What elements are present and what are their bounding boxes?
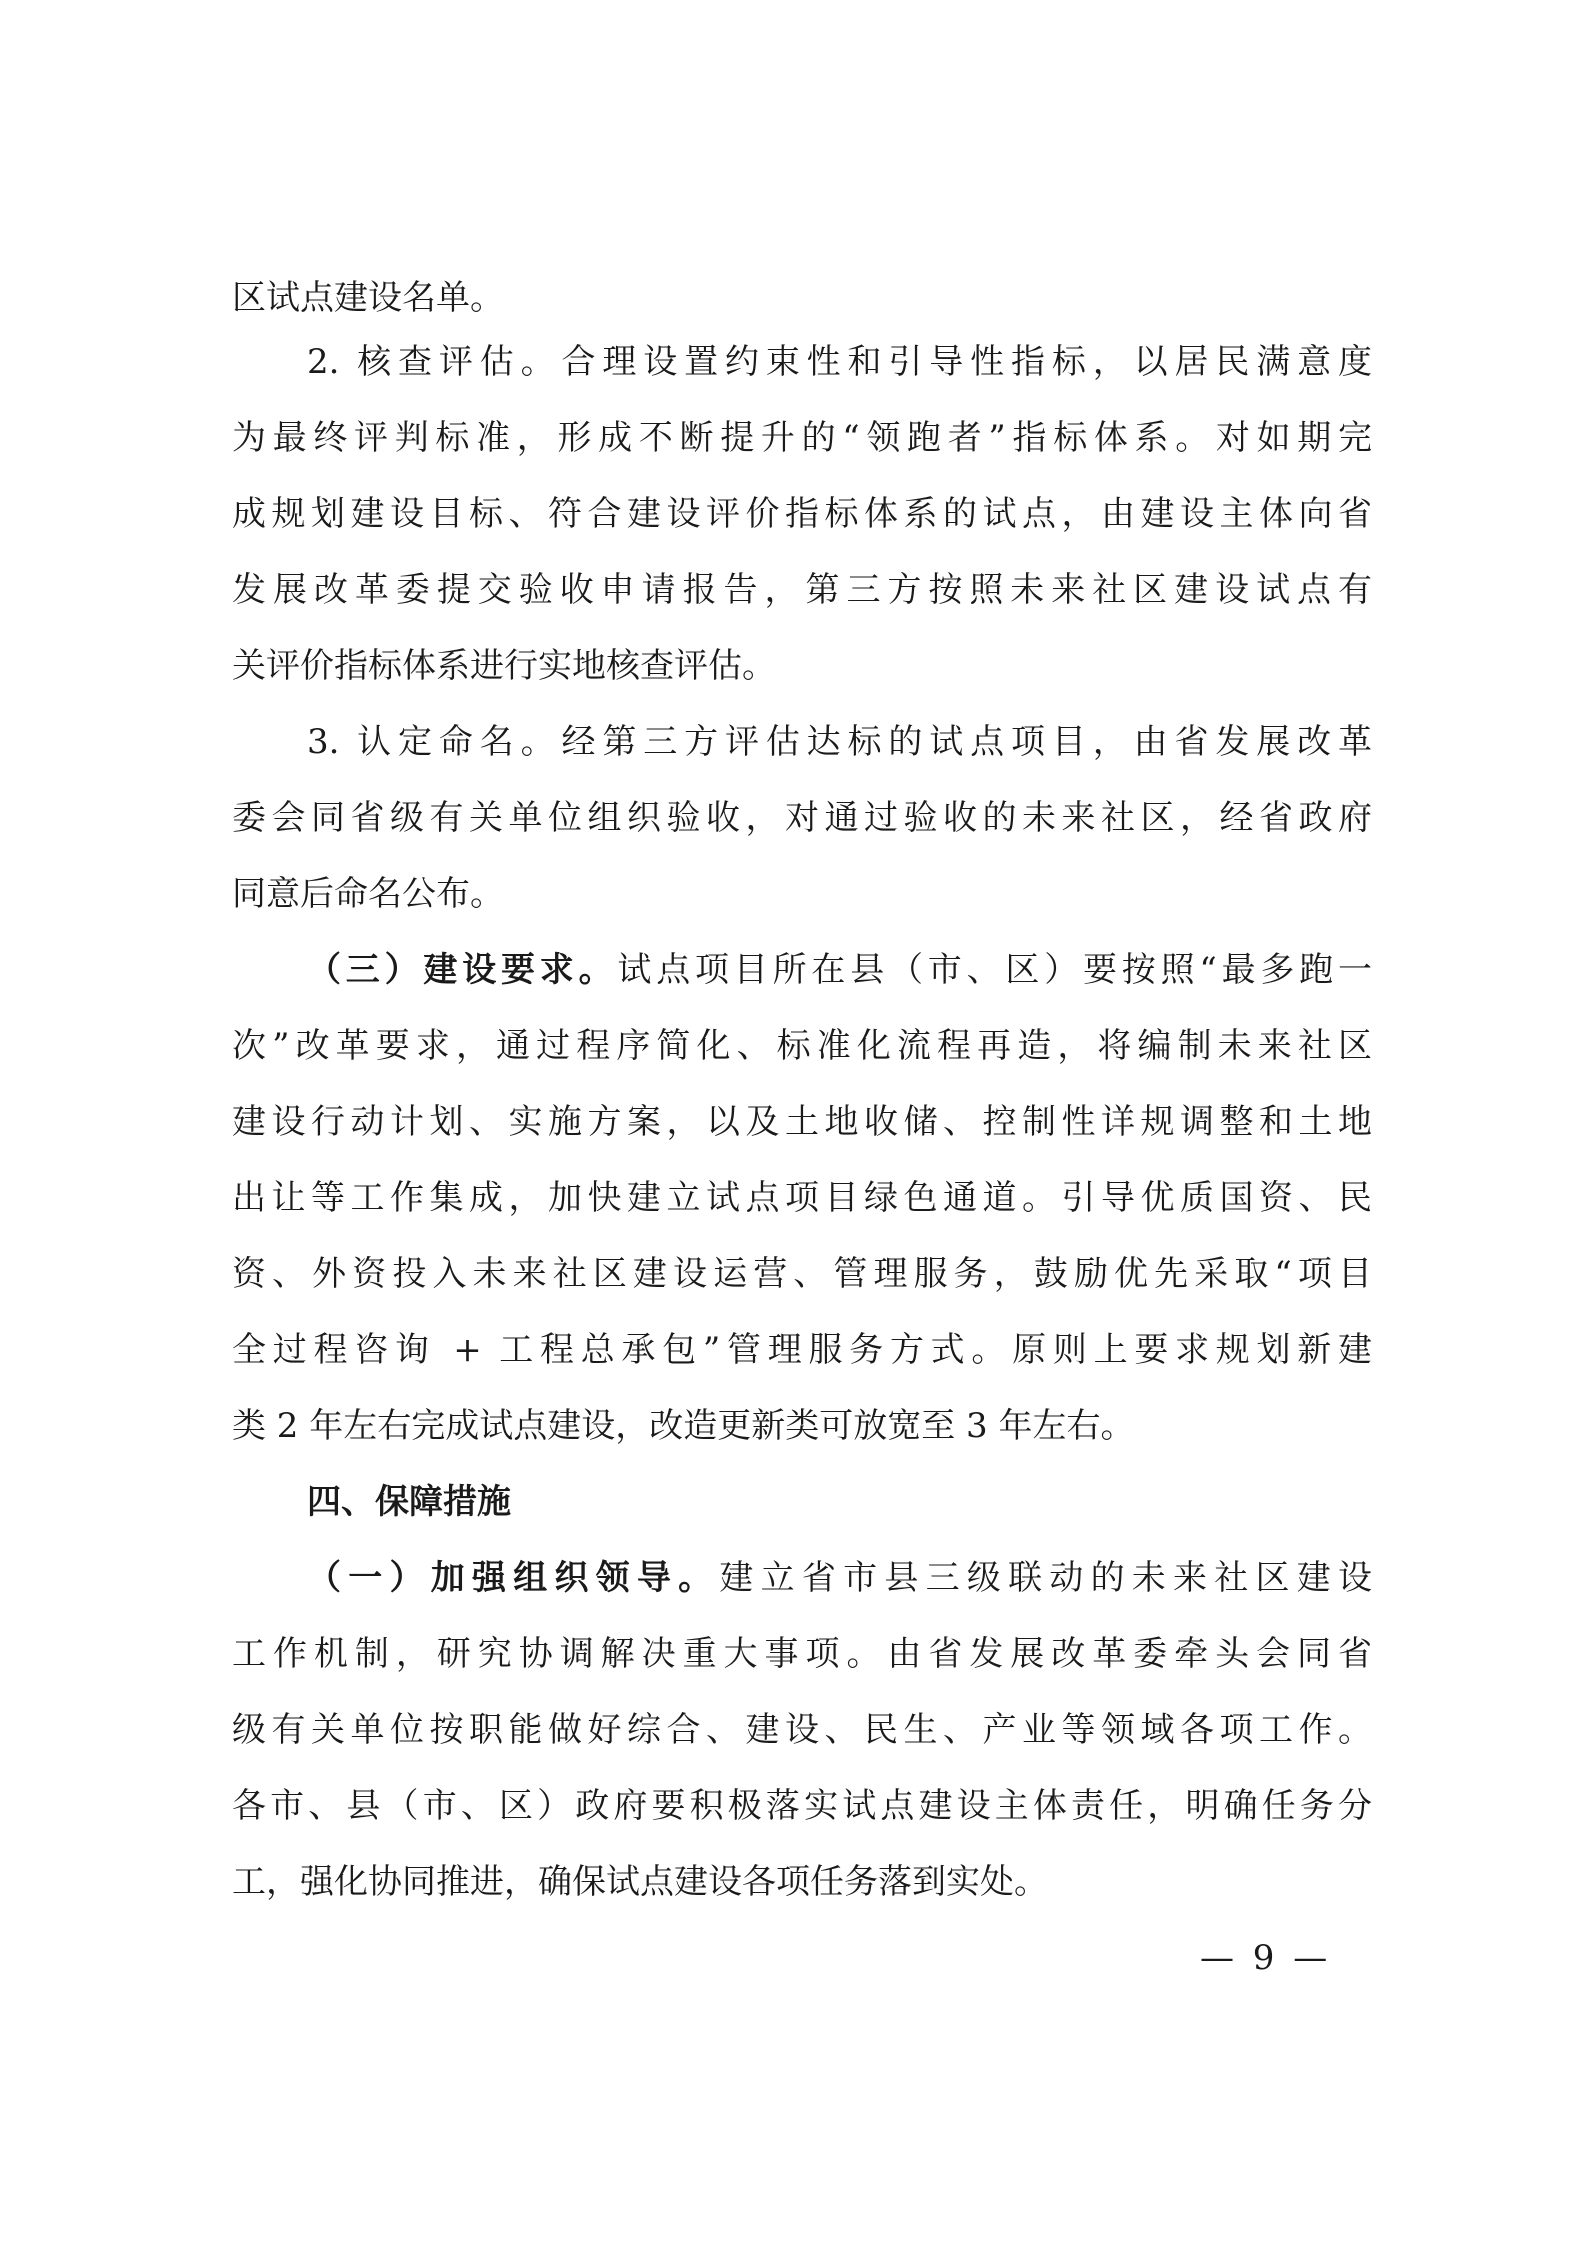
paragraph-line: [307, 950, 1372, 990]
paragraph-line: 工作机制，研究协调解决重大事项。由省发展改革委牵头会同省: [232, 1634, 1372, 1674]
section-lead-title: （三）建设要求。: [307, 950, 618, 990]
paragraph-line: 建设行动计划、实施方案，以及土地收储、控制性详规调整和土地: [232, 1102, 1372, 1142]
section-heading: 四、保障措施: [307, 1482, 511, 1522]
paragraph-line: 3. 认定命名。经第三方评估达标的试点项目，由省发展改革: [307, 722, 1372, 762]
paragraph-line: 各市、县（市、区）政府要积极落实试点建设主体责任，明确任务分: [232, 1786, 1372, 1826]
paragraph-line: 工，强化协同推进，确保试点建设各项任务落到实处。: [232, 1862, 1048, 1902]
paragraph-line: 同意后命名公布。: [232, 874, 504, 914]
paragraph-line: 级有关单位按职能做好综合、建设、民生、产业等领域各项工作。: [232, 1710, 1372, 1750]
paragraph-line: 区试点建设名单。: [232, 278, 504, 318]
paragraph-line: 为最终评判标准，形成不断提升的“领跑者”指标体系。对如期完: [232, 418, 1372, 458]
paragraph-line: 发展改革委提交验收申请报告，第三方按照未来社区建设试点有: [232, 570, 1372, 610]
paragraph-line: 资、外资投入未来社区建设运营、管理服务，鼓励优先采取“项目: [232, 1254, 1372, 1294]
paragraph-line: 委会同省级有关单位组织验收，对通过验收的未来社区，经省政府: [232, 798, 1372, 838]
paragraph-line: 2. 核查评估。合理设置约束性和引导性指标，以居民满意度: [307, 342, 1372, 382]
paragraph-line: 全过程咨询 + 工程总承包”管理服务方式。原则上要求规划新建: [232, 1330, 1372, 1370]
page-number: — 9 —: [1200, 1938, 1332, 1978]
paragraph-line: 次”改革要求，通过程序简化、标准化流程再造，将编制未来社区: [232, 1026, 1372, 1066]
section-lead-body: 建立省市县三级联动的未来社区建设: [719, 1558, 1373, 1598]
paragraph-line: [307, 1558, 1372, 1598]
paragraph-line: 关评价指标体系进行实地核查评估。: [232, 646, 776, 686]
section-lead-body: 试点项目所在县（市、区）要按照“最多跑一: [617, 950, 1372, 990]
paragraph-line: 成规划建设目标、符合建设评价指标体系的试点，由建设主体向省: [232, 494, 1372, 534]
paragraph-line: 出让等工作集成，加快建立试点项目绿色通道。引导优质国资、民: [232, 1178, 1372, 1218]
paragraph-line: 类 2 年左右完成试点建设，改造更新类可放宽至 3 年左右。: [232, 1406, 1135, 1446]
section-lead-title: （一）加强组织领导。: [307, 1558, 720, 1598]
